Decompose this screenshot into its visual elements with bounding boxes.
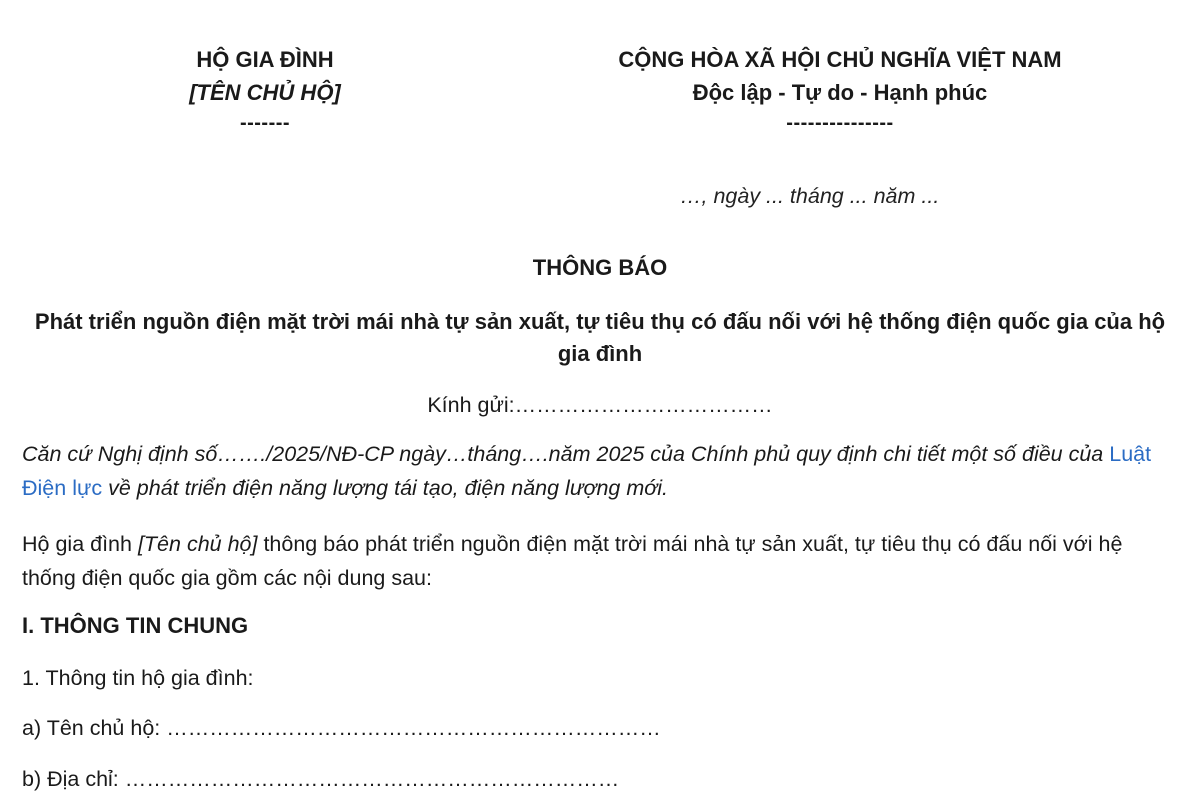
intro-text: Hộ gia đình xyxy=(22,532,138,556)
national-title: CỘNG HÒA XÃ HỘI CHỦ NGHĨA VIỆT NAM xyxy=(618,47,1062,72)
legal-basis-paragraph xyxy=(22,437,1182,505)
legal-basis-text-end: về phát triển điện năng lượng tái tạo, điện năng lượng mới. xyxy=(102,476,668,500)
date-line: …, ngày ... tháng ... năm ... xyxy=(680,184,940,208)
household-label: HỘ GIA ĐÌNH xyxy=(196,47,334,72)
document-title: THÔNG BÁO xyxy=(532,255,668,280)
document-subtitle: Phát triển nguồn điện mặt trời mái nhà tự sản xuất, tự tiêu thụ có đấu nối với hệ thống điện quốc gia của hộ gia đình xyxy=(34,309,1166,366)
electricity-law-link[interactable]: Luật Điện lực xyxy=(22,442,1152,500)
recipient-line: Kính gửi:……………………………… xyxy=(427,393,773,417)
head-of-household-name-field: a) Tên chủ hộ: …………………………………………………………… xyxy=(22,716,661,740)
intro-paragraph xyxy=(22,527,1182,595)
left-header-divider: ------- xyxy=(239,112,291,134)
address-field: b) Địa chỉ: …………………………………………………………… xyxy=(22,767,620,791)
legal-basis-text: Căn cứ Nghị định số……./2025/NĐ-CP ngày…tháng….năm 2025 của Chính phủ quy định chi tiết một số điều của xyxy=(22,442,1110,466)
right-header-divider: --------------- xyxy=(786,112,894,134)
section-heading-general-info: I. THÔNG TIN CHUNG xyxy=(22,613,249,638)
national-motto: Độc lập - Tự do - Hạnh phúc xyxy=(692,80,988,105)
household-head-name-placeholder: [TÊN CHỦ HỘ] xyxy=(189,80,341,105)
intro-text-end: thông báo phát triển nguồn điện mặt trời mái nhà tự sản xuất, tự tiêu thụ có đấu nối với hệ thống điện quốc gia gồm các nội dung sau: xyxy=(22,532,1123,590)
household-info-item: 1. Thông tin hộ gia đình: xyxy=(22,666,254,690)
household-head-placeholder: [Tên chủ hộ] xyxy=(137,532,258,556)
